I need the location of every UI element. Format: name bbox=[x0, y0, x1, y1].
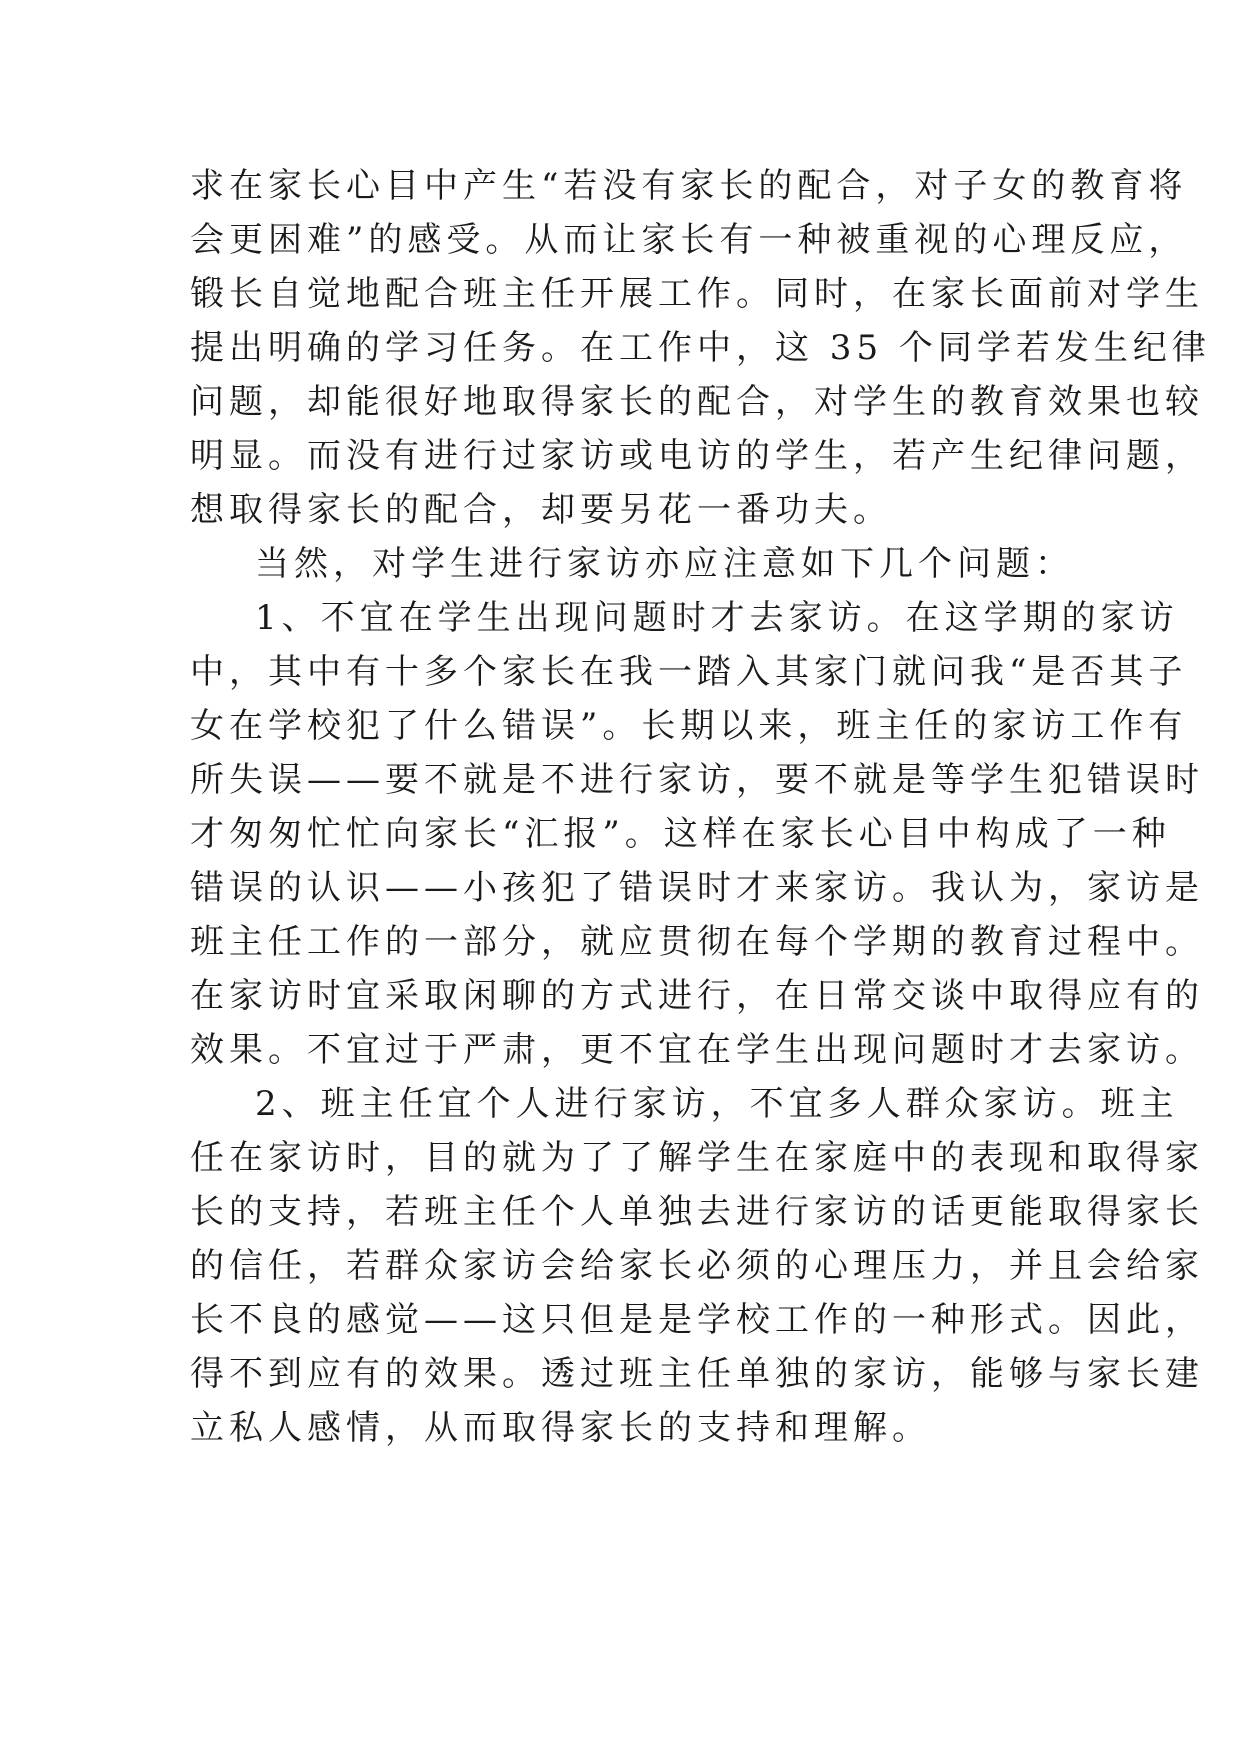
text-line: 在家访时宜采取闲聊的方式进行，在日常交谈中取得应有的 bbox=[190, 976, 1204, 1016]
text-line: 明显。而没有进行过家访或电访的学生，若产生纪律问题， bbox=[190, 436, 1204, 476]
text-line: 提出明确的学习任务。在工作中，这 35 个同学若发生纪律 bbox=[190, 328, 1211, 368]
text-line: 长的支持，若班主任个人单独去进行家访的话更能取得家长 bbox=[190, 1192, 1204, 1232]
text-line: 才匆匆忙忙向家长“汇报”。这样在家长心目中构成了一种 bbox=[190, 814, 1171, 854]
text-line: 任在家访时，目的就为了了解学生在家庭中的表现和取得家 bbox=[190, 1138, 1204, 1178]
text-line: 错误的认识——小孩犯了错误时才来家访。我认为，家访是 bbox=[190, 868, 1204, 908]
paragraph-first-line: 1、不宜在学生出现问题时才去家访。在这学期的家访 bbox=[255, 598, 1179, 638]
text-line: 求在家长心目中产生“若没有家长的配合，对子女的教育将 bbox=[190, 166, 1188, 206]
text-line: 女在学校犯了什么错误”。长期以来，班主任的家访工作有 bbox=[190, 706, 1188, 746]
text-line: 立私人感情，从而取得家长的支持和理解。 bbox=[190, 1408, 931, 1448]
text-line: 所失误——要不就是不进行家访，要不就是等学生犯错误时 bbox=[190, 760, 1204, 800]
text-line: 效果。不宜过于严肃，更不宜在学生出现问题时才去家访。 bbox=[190, 1030, 1204, 1070]
text-line: 中，其中有十多个家长在我一踏入其家门就问我“是否其子 bbox=[190, 652, 1188, 692]
text-line: 会更困难”的感受。从而让家长有一种被重视的心理反应， bbox=[190, 220, 1188, 260]
text-line: 班主任工作的一部分，就应贯彻在每个学期的教育过程中。 bbox=[190, 922, 1204, 962]
paragraph-first-line: 当然，对学生进行家访亦应注意如下几个问题： bbox=[255, 544, 1074, 584]
text-line: 得不到应有的效果。透过班主任单独的家访，能够与家长建 bbox=[190, 1354, 1204, 1394]
paragraph-first-line: 2、班主任宜个人进行家访，不宜多人群众家访。班主 bbox=[255, 1084, 1179, 1124]
text-line: 锻长自觉地配合班主任开展工作。同时，在家长面前对学生 bbox=[190, 274, 1204, 314]
text-line: 长不良的感觉——这只但是是学校工作的一种形式。因此， bbox=[190, 1300, 1204, 1340]
text-line: 的信任，若群众家访会给家长必须的心理压力，并且会给家 bbox=[190, 1246, 1204, 1286]
text-line: 问题，却能很好地取得家长的配合，对学生的教育效果也较 bbox=[190, 382, 1204, 422]
text-line: 想取得家长的配合，却要另花一番功夫。 bbox=[190, 490, 892, 530]
